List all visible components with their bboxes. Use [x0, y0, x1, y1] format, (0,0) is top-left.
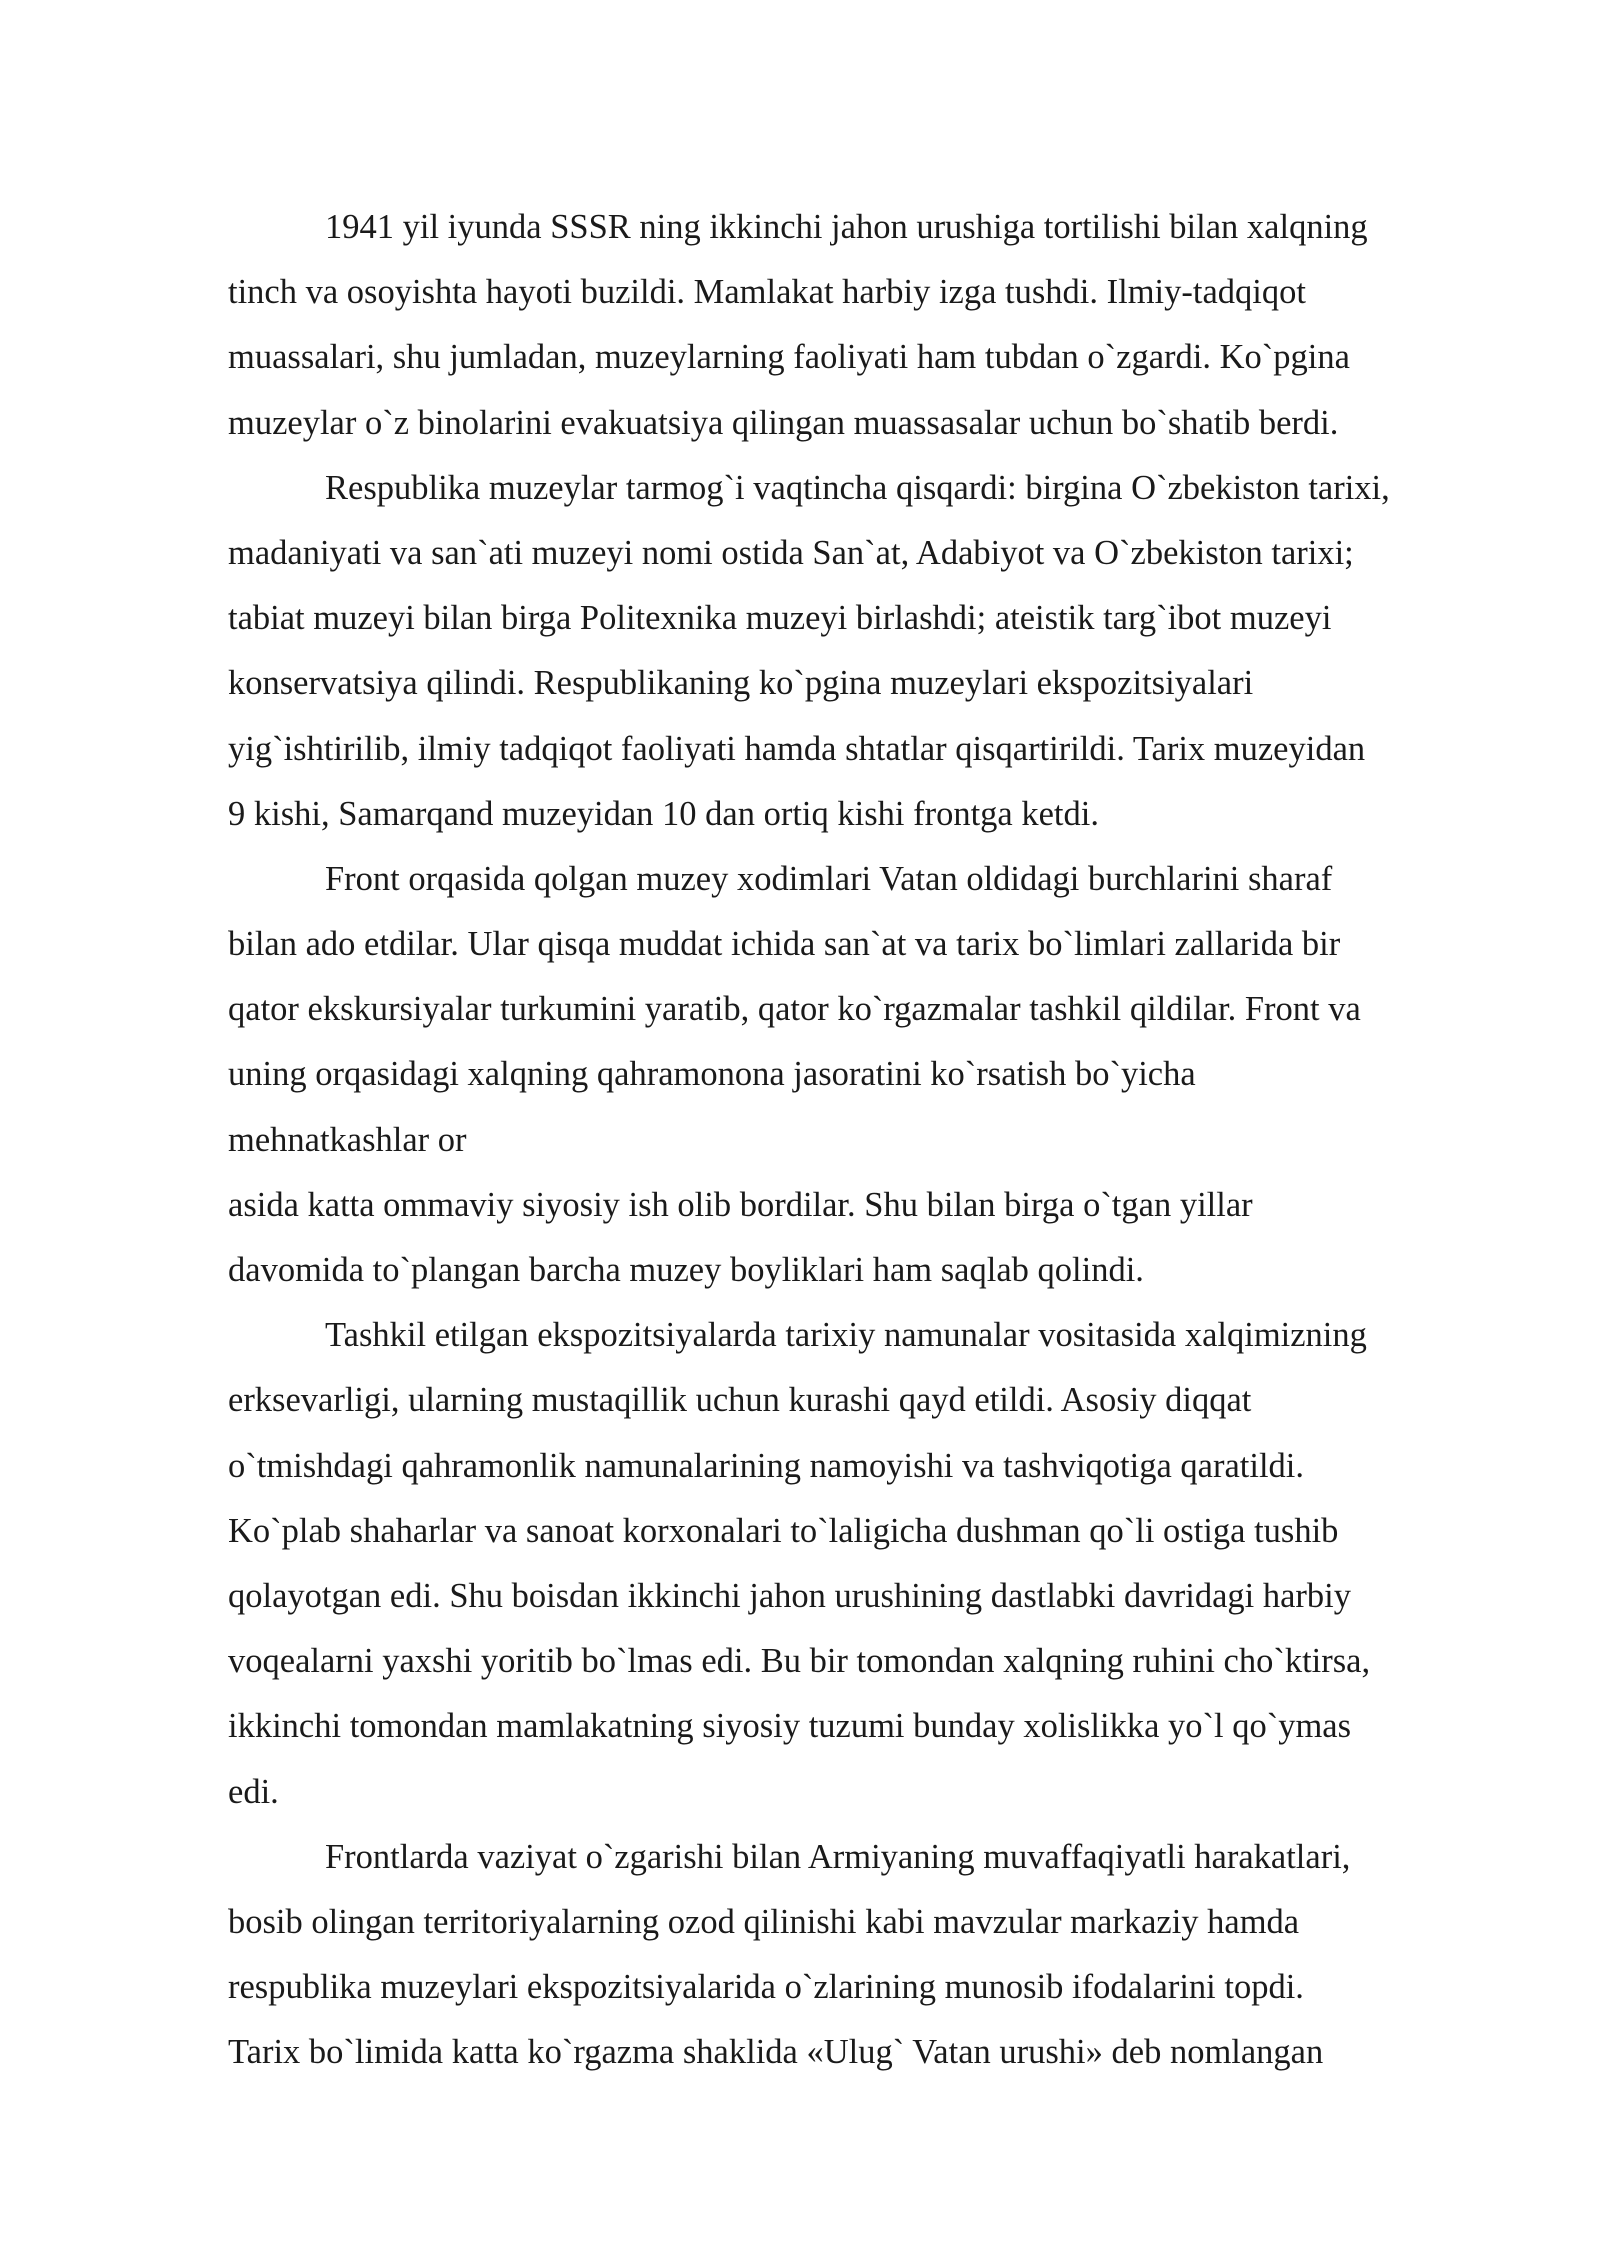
text-line: 9 kishi, Samarqand muzeyidan 10 dan ortiq kishi frontga ketdi.	[228, 794, 1099, 833]
text-line: qolayotgan edi. Shu boisdan ikkinchi jahon urushining dastlabki davridagi harbiy	[228, 1576, 1351, 1615]
text-line: erksevarligi, ularning mustaqillik uchun kurashi qayd etildi. Asosiy diqqat	[228, 1381, 1252, 1420]
text-line: bilan ado etdilar. Ular qisqa muddat ichida san`at va tarix bo`limlari zallarida bir	[228, 925, 1341, 964]
paragraph-first-line: 1941 yil iyunda SSSR ning ikkinchi jahon urushiga tortilishi bilan xalqning	[325, 208, 1368, 246]
text-line: muassalari, shu jumladan, muzeylarning faoliyati ham tubdan o`zgardi. Ko`pgina	[228, 338, 1350, 377]
text-line: voqealarni yaxshi yoritib bo`lmas edi. Bu bir tomondan xalqning ruhini cho`ktirsa,	[228, 1642, 1371, 1681]
text-line: edi.	[228, 1772, 279, 1811]
text-line: mehnatkashlar or	[228, 1120, 467, 1159]
text-line: tabiat muzeyi bilan birga Politexnika muzeyi birlashdi; ateistik targ`ibot muzeyi	[228, 599, 1332, 638]
text-line: Ko`plab shaharlar va sanoat korxonalari to`laligicha dushman qo`li ostiga tushib	[228, 1511, 1339, 1550]
text-line: bosib olingan territoriyalarning ozod qilinishi kabi mavzular markaziy hamda	[228, 1902, 1300, 1941]
text-line: tinch va osoyishta hayoti buzildi. Mamlakat harbiy izga tushdi. Ilmiy-tadqiqot	[228, 273, 1306, 312]
text-line: o`tmishdagi qahramonlik namunalarining namoyishi va tashviqotiga qaratildi.	[228, 1446, 1304, 1485]
text-line: asida katta ommaviy siyosiy ish olib bordilar. Shu bilan birga o`tgan yillar	[228, 1185, 1253, 1224]
text-line: respublika muzeylari ekspozitsiyalarida o`zlarining munosib ifodalarini topdi.	[228, 1968, 1304, 2007]
text-line: konservatsiya qilindi. Respublikaning ko`pgina muzeylari ekspozitsiyalari	[228, 664, 1254, 703]
text-line: uning orqasidagi xalqning qahramonona jasoratini ko`rsatish bo`yicha	[228, 1055, 1196, 1094]
paragraph-first-line: Front orqasida qolgan muzey xodimlari Vatan oldidagi burchlarini sharaf	[325, 859, 1333, 898]
paragraph-first-line: Frontlarda vaziyat o`zgarishi bilan Armiyaning muvaffaqiyatli harakatlari,	[325, 1837, 1351, 1876]
document-body	[228, 195, 1528, 2085]
text-line: ikkinchi tomondan mamlakatning siyosiy tuzumi bunday xolislikka yo`l qo`ymas	[228, 1707, 1352, 1746]
text-line: Tarix bo`limida katta ko`rgazma shaklida «Ulug` Vatan urushi» deb nomlangan	[228, 2033, 1324, 2072]
paragraph-first-line: Respublika muzeylar tarmog`i vaqtincha qisqardi: birgina O`zbekiston tarixi,	[325, 468, 1390, 507]
text-line: muzeylar o`z binolarini evakuatsiya qilingan muassasalar uchun bo`shatib berdi.	[228, 403, 1339, 442]
text-line: yig`ishtirilib, ilmiy tadqiqot faoliyati hamda shtatlar qisqartirildi. Tarix muzeyidan	[228, 729, 1366, 768]
text-line: qator ekskursiyalar turkumini yaratib, qator ko`rgazmalar tashkil qildilar. Front va	[228, 990, 1361, 1029]
text-line: davomida to`plangan barcha muzey boyliklari ham saqlab qolindi.	[228, 1251, 1144, 1289]
paragraph-first-line: Tashkil etilgan ekspozitsiyalarda tarixiy namunalar vositasida xalqimizning	[325, 1316, 1367, 1355]
text-line: madaniyati va san`ati muzeyi nomi ostida San`at, Adabiyot va O`zbekiston tarixi;	[228, 533, 1354, 572]
